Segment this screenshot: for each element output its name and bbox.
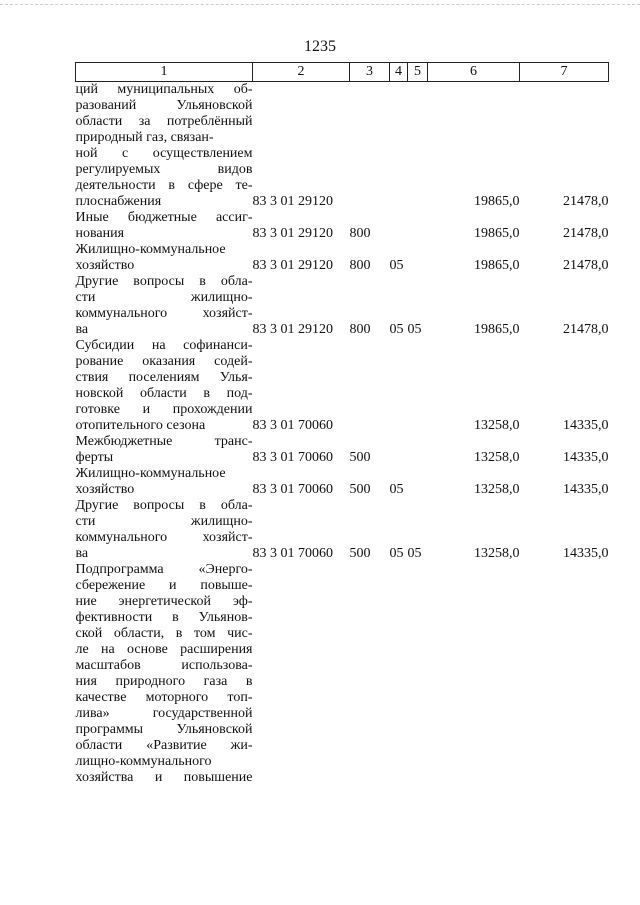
row-col5 xyxy=(408,466,428,498)
row-amount-1: 13258,0 xyxy=(474,546,520,561)
name-line: коммунального хозяйст- xyxy=(75,306,253,321)
name-line: лищно-коммунального xyxy=(75,754,212,769)
name-line: новской области в под- xyxy=(75,386,253,401)
row-amount-1: 13258,0 xyxy=(474,450,520,465)
table-row xyxy=(76,210,609,242)
row-code: 83 3 01 70060 xyxy=(252,418,333,433)
name-line: масштабов использова- xyxy=(75,658,253,673)
name-line: Жилищно-коммунальное xyxy=(75,242,226,257)
col-header-5: 5 xyxy=(408,63,428,82)
col-header-1: 1 xyxy=(76,63,253,82)
table-row xyxy=(76,338,609,434)
row-amount-2 xyxy=(520,562,609,786)
row-code xyxy=(253,562,350,786)
name-line: отопительного сезона xyxy=(75,418,206,433)
name-line: Иные бюджетные ассиг- xyxy=(75,210,253,225)
name-line: рование оказания содей- xyxy=(75,354,253,369)
row-amount-2: 21478,0 xyxy=(563,226,609,241)
row-amount-1: 13258,0 xyxy=(474,418,520,433)
name-line: ва xyxy=(75,546,89,561)
name-line: ле на основе расширения xyxy=(75,642,253,657)
name-line: хозяйство xyxy=(75,482,135,497)
name-line: фективности в Ульянов- xyxy=(75,610,253,625)
table-row xyxy=(76,434,609,466)
name-line: регулируемых видов xyxy=(75,162,253,177)
row-name xyxy=(76,210,253,242)
row-amount-1: 19865,0 xyxy=(474,194,520,209)
name-line: области за потреблённый xyxy=(75,114,253,129)
row-amount-2: 21478,0 xyxy=(563,194,609,209)
row-code: 83 3 01 29120 xyxy=(252,258,333,273)
row-col5 xyxy=(408,562,428,786)
row-amount-1 xyxy=(428,562,520,786)
col-header-7: 7 xyxy=(520,63,609,82)
row-code: 83 3 01 70060 xyxy=(252,450,333,465)
name-line: ской области, в том чис- xyxy=(75,626,253,641)
row-col3: 500 xyxy=(349,482,371,497)
table-row xyxy=(76,274,609,338)
row-col3: 500 xyxy=(349,450,371,465)
name-line: плоснабжения xyxy=(75,194,162,209)
row-col3 xyxy=(350,82,390,211)
col-header-3: 3 xyxy=(350,63,390,82)
table-row xyxy=(76,82,609,211)
row-amount-2: 14335,0 xyxy=(563,482,609,497)
row-col4: 05 xyxy=(389,322,404,337)
row-name xyxy=(76,466,253,498)
name-line: ферты xyxy=(75,450,114,465)
row-col4 xyxy=(390,210,408,242)
row-amount-2: 14335,0 xyxy=(563,546,609,561)
row-code: 83 3 01 70060 xyxy=(252,482,333,497)
name-line: области «Развитие жи- xyxy=(75,738,253,753)
name-line: сти жилищно- xyxy=(75,290,253,305)
row-name xyxy=(76,274,253,338)
budget-table xyxy=(75,62,609,786)
col-header-4: 4 xyxy=(390,63,408,82)
name-line: хозяйства и повышение xyxy=(75,770,253,785)
row-name xyxy=(76,562,253,786)
name-line: Межбюджетные транс- xyxy=(75,434,253,449)
name-line: ния природного газа в xyxy=(75,674,253,689)
name-line: Другие вопросы в обла- xyxy=(75,498,253,513)
row-col4 xyxy=(390,434,408,466)
row-col3: 500 xyxy=(349,546,371,561)
table-row xyxy=(76,466,609,498)
name-line: программы Ульяновской xyxy=(75,722,253,737)
row-col5 xyxy=(408,338,428,434)
row-col5: 05 xyxy=(407,546,422,561)
row-amount-2: 14335,0 xyxy=(563,418,609,433)
name-line: готовке и прохождении xyxy=(75,402,253,417)
row-col4 xyxy=(390,82,408,211)
name-line: ствия поселениям Улья- xyxy=(75,370,253,385)
row-col4: 05 xyxy=(389,258,404,273)
name-line: ва xyxy=(75,322,89,337)
table-row xyxy=(76,498,609,562)
name-line: разований Ульяновской xyxy=(75,98,253,113)
row-amount-2: 21478,0 xyxy=(563,322,609,337)
name-line: коммунального хозяйст- xyxy=(75,530,253,545)
row-code: 83 3 01 29120 xyxy=(252,322,333,337)
row-name xyxy=(76,82,253,211)
row-name xyxy=(76,498,253,562)
row-amount-1: 19865,0 xyxy=(474,322,520,337)
row-name xyxy=(76,242,253,274)
row-name xyxy=(76,338,253,434)
name-line: нования xyxy=(75,226,125,241)
row-col3 xyxy=(350,338,390,434)
row-col3 xyxy=(350,562,390,786)
name-line: Другие вопросы в обла- xyxy=(75,274,253,289)
row-amount-1: 19865,0 xyxy=(474,258,520,273)
row-amount-2: 14335,0 xyxy=(563,450,609,465)
name-line: лива» государственной xyxy=(75,706,253,721)
row-col5: 05 xyxy=(407,322,422,337)
row-col5 xyxy=(408,434,428,466)
name-line: сти жилищно- xyxy=(75,514,253,529)
name-line: ние энергетической эф- xyxy=(75,594,253,609)
header-row xyxy=(76,63,609,82)
name-line: сбережение и повыше- xyxy=(75,578,253,593)
row-col5 xyxy=(408,210,428,242)
row-col3: 800 xyxy=(349,226,371,241)
name-line: ной с осуществлением xyxy=(75,146,253,161)
name-line: ций муниципальных об- xyxy=(75,82,253,97)
row-name xyxy=(76,434,253,466)
table-row xyxy=(76,242,609,274)
row-code: 83 3 01 70060 xyxy=(252,546,333,561)
row-col5 xyxy=(408,242,428,274)
row-amount-2: 21478,0 xyxy=(563,258,609,273)
name-line: Субсидии на софинанси- xyxy=(75,338,253,353)
row-col3: 800 xyxy=(349,322,371,337)
row-col4 xyxy=(390,338,408,434)
row-code: 83 3 01 29120 xyxy=(252,226,333,241)
name-line: качестве моторного топ- xyxy=(75,690,253,705)
name-line: Жилищно-коммунальное xyxy=(75,466,226,481)
col-header-2: 2 xyxy=(253,63,350,82)
col-header-6: 6 xyxy=(428,63,520,82)
name-line: природный газ, связан- xyxy=(75,130,214,145)
row-col4: 05 xyxy=(389,482,404,497)
scan-artifact xyxy=(0,4,640,11)
page-number: 1235 xyxy=(304,38,336,55)
row-code: 83 3 01 29120 xyxy=(252,194,333,209)
name-line: деятельности в сфере те- xyxy=(75,178,253,193)
row-col4: 05 xyxy=(389,546,404,561)
row-col5 xyxy=(408,82,428,211)
name-line: хозяйство xyxy=(75,258,135,273)
row-col3: 800 xyxy=(349,258,371,273)
table-row xyxy=(76,562,609,786)
row-col4 xyxy=(390,562,408,786)
row-amount-1: 19865,0 xyxy=(474,226,520,241)
row-amount-1: 13258,0 xyxy=(474,482,520,497)
name-line: Подпрограмма «Энерго- xyxy=(75,562,253,577)
